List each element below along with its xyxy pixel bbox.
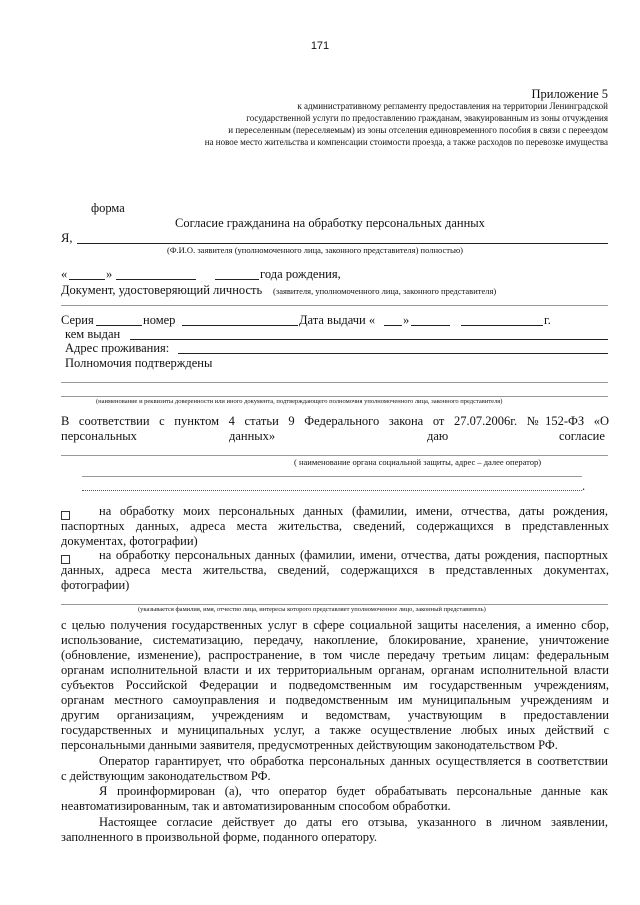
purpose-line: другим организациям, учреждениям и ведомствам, участвующим в предоставлении [61,708,609,722]
birth-year-line[interactable] [215,279,259,280]
series-label: Серия [61,313,94,327]
issue-quote-close: » [403,313,410,327]
fio-hint: (Ф.И.О. заявителя (уполномоченного лица, законного представителя) полностью) [167,245,464,255]
operator-line-3[interactable] [82,490,582,491]
id-doc-line[interactable] [61,305,608,306]
appendix-line: и переселенным (переселяемым) из зоны отселения единовременного пособия в связи с переездом [228,125,608,135]
form-label: форма [91,201,125,215]
number-line[interactable] [182,325,298,326]
validity-line: заполненного в произвольной форме, поданного оператору. [61,830,377,844]
purpose-line: государственных и муниципальных услуг, а также осуществление любых иных действий с [61,723,609,737]
operator-line-2[interactable] [82,476,582,477]
guarantee-line: с действующим законодательством РФ. [61,769,271,783]
ya-label: Я, [61,231,73,245]
option-1-line-3: документах, фотографии) [61,534,198,548]
law-word-4: согласие [559,429,605,443]
purpose-line: (обновление, изменение), распространение, в том числе передачу третьим лицам: федеральным [61,648,609,662]
option-2-line-1: на обработку персональных данных (фамилии, имени, отчества, даты рождения, паспортных [99,548,608,562]
purpose-line: органам исполнительной власти и их территориальным органам, органам исполнительной власти [61,663,609,677]
option-1-line-2: паспортных данных, адреса места жительства, сведений, содержащихся в представленных [61,519,609,533]
represented-hint: (указывается фамилия, имя, отчество лица, интересы которого представляет уполномоченное лицо, законный представитель) [138,606,486,613]
law-word-3: даю [427,429,449,443]
address-label: Адрес проживания: [65,341,170,355]
id-doc-hint: (заявителя, уполномоченного лица, законного представителя) [273,286,497,296]
informed-line: неавтоматизированным, так и автоматизированным способом обработки. [61,799,451,813]
operator-line-1[interactable] [61,455,608,456]
issued-by-line[interactable] [130,339,608,340]
guarantee-line: Оператор гарантирует, что обработка персональных данных осуществляется в соответствии [99,754,608,768]
purpose-line: персональными данными заявителя, предусмотренных действующим законодательством РФ. [61,738,558,752]
birth-quote-open: « [61,267,68,281]
birth-quote-close: » [106,267,113,281]
operator-hint: ( наименование органа социальной защиты, адрес – далее оператор) [294,457,542,467]
validity-line: Настоящее согласие действует до даты его отзыва, указанного в личном заявлении, [99,815,608,829]
appendix-line: на новое место жительства и компенсации стоимости проезда, а также расходов по перевозке имущества [204,137,608,147]
issue-year-line[interactable] [461,325,543,326]
birth-label: года рождения, [260,267,341,281]
authority-label: Полномочия подтверждены [65,356,213,370]
appendix-line: к административному регламенту предоставления на территории Ленинградской [297,101,608,111]
birth-day-line[interactable] [69,279,105,280]
appendix-title: Приложение 5 [531,87,608,101]
law-word-2: данных» [229,429,276,443]
authority-hint: (наименование и реквизиты доверенности или иного документа, подтверждающего полномочия уполномоченного лица, законного представителя) [96,398,503,405]
issued-by-label: кем выдан [65,327,121,341]
birth-month-line[interactable] [116,279,196,280]
appendix-line: государственной услуги по предоставлению гражданам, эвакуированным из зоны отчуждения [246,113,608,123]
informed-line: Я проинформирован (а), что оператор будет обрабатывать персональные данные как [99,784,608,798]
represented-line[interactable] [61,604,608,605]
series-line[interactable] [96,325,142,326]
purpose-line: органам местного самоуправления и подведомственным им муниципальным учреждениям и [61,693,609,707]
issue-day-line[interactable] [384,325,402,326]
option-2-line-3: фотографии) [61,578,130,592]
fio-line[interactable] [77,243,608,244]
number-label: номер [143,313,176,327]
purpose-line: субъектов Российской Федерации и подведомственным им государственным учреждениям, [61,678,609,692]
page-number: 171 [310,40,330,52]
purpose-line: использование, систематизацию, передачу, накопление, блокирование, хранение, уничтожение [61,633,609,647]
law-word-1: персональных [61,429,137,443]
law-line-1: В соответствии с пунктом 4 статьи 9 Федерального закона от 27.07.2006г. №152-ФЗ «О [61,414,609,428]
operator-dot: . [582,479,586,493]
doc-title: Согласие гражданина на обработку персональных данных [175,216,485,230]
address-line[interactable] [178,353,608,354]
issue-date-label: Дата выдачи « [299,313,376,327]
issue-year-suffix: г. [544,313,551,327]
option-1-line-1: на обработку моих персональных данных (фамилии, имени, отчества, даты рождения, [99,504,608,518]
purpose-line: с целью получения государственных услуг в сфере социальной защиты населения, а именно сбор, [61,618,609,632]
authority-line-1[interactable] [61,382,608,383]
option-2-line-2: данных, адреса места жительства, сведений, содержащихся в представленных документах, [61,563,609,577]
id-doc-label: Документ, удостоверяющий личность [61,283,263,297]
authority-line-2[interactable] [61,396,608,397]
issue-month-line[interactable] [411,325,450,326]
